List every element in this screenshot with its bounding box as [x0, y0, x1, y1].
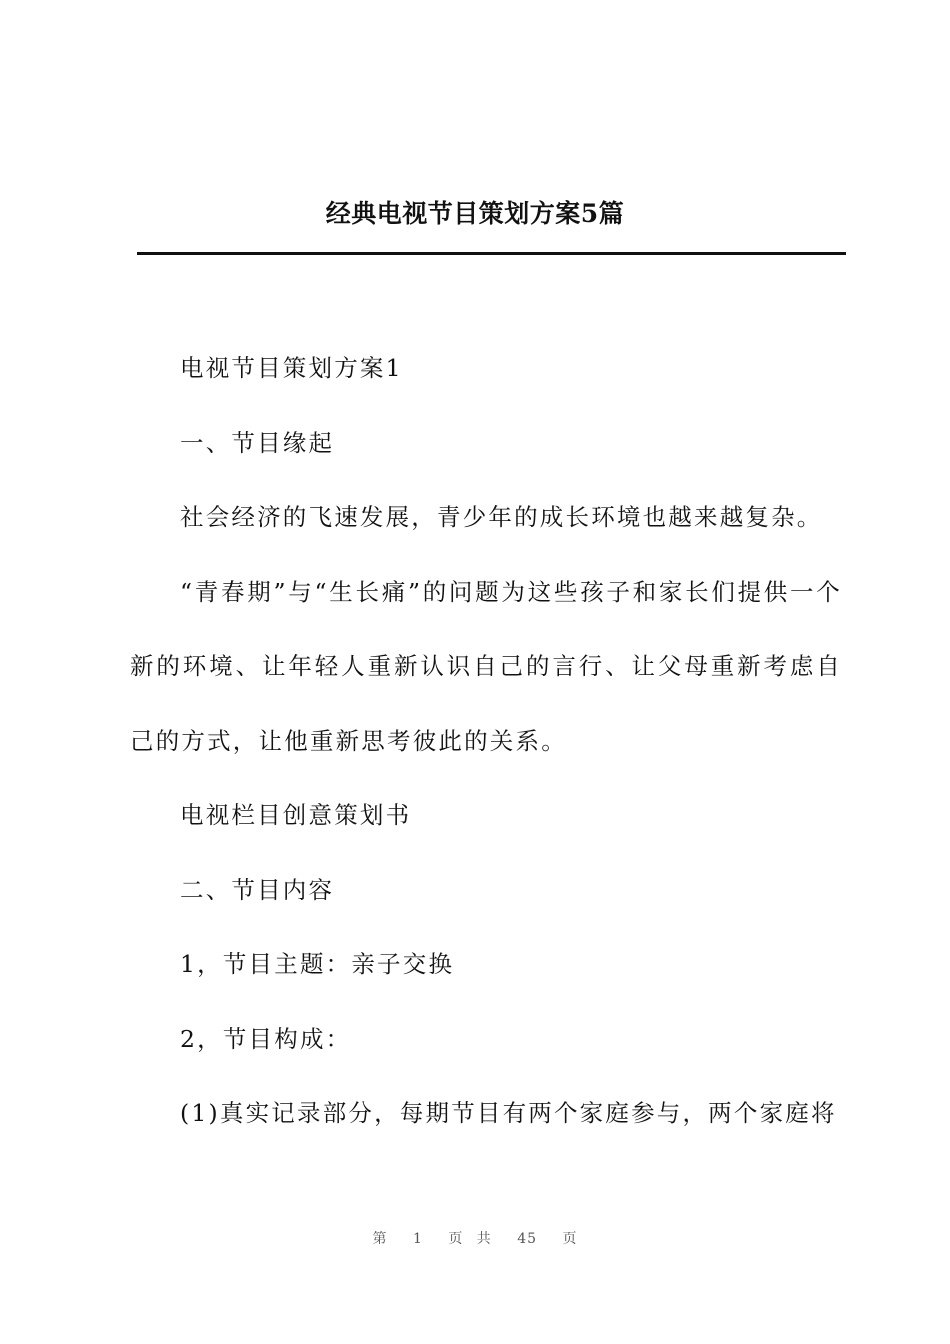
footer-mid: 页 共 — [448, 1231, 492, 1247]
footer-prefix: 第 — [372, 1231, 388, 1247]
title-underline — [137, 252, 846, 255]
document-body — [130, 346, 842, 1166]
paragraph: 2，节目构成： — [180, 1024, 352, 1053]
paragraph: 1，节目主题：亲子交换 — [180, 950, 455, 978]
document-title: 经典电视节目策划方案5篇 — [325, 199, 625, 228]
footer-suffix: 页 — [562, 1231, 578, 1247]
total-pages: 45 — [517, 1231, 538, 1247]
paragraph: “青春期”与“生长痛”的问题为这些孩子和家长们提供一个新的环境、让年轻人重新认识自己的言行、让父母重新考虑自己的方式，让他重新思考彼此的关系。 — [130, 577, 842, 755]
section-heading: 电视节目策划方案1 — [180, 354, 403, 382]
page-footer — [0, 1228, 950, 1248]
page-number: 1 — [412, 1231, 423, 1247]
subsection-heading: 二、节目内容 — [180, 875, 335, 904]
paragraph: (1)真实记录部分，每期节目有两个家庭参与，两个家庭将 — [180, 1099, 837, 1127]
subsection-heading: 电视栏目创意策划书 — [180, 801, 412, 829]
paragraph: 社会经济的飞速发展，青少年的成长环境也越来越复杂。 — [180, 503, 823, 531]
subsection-heading: 一、节目缘起 — [180, 428, 335, 457]
